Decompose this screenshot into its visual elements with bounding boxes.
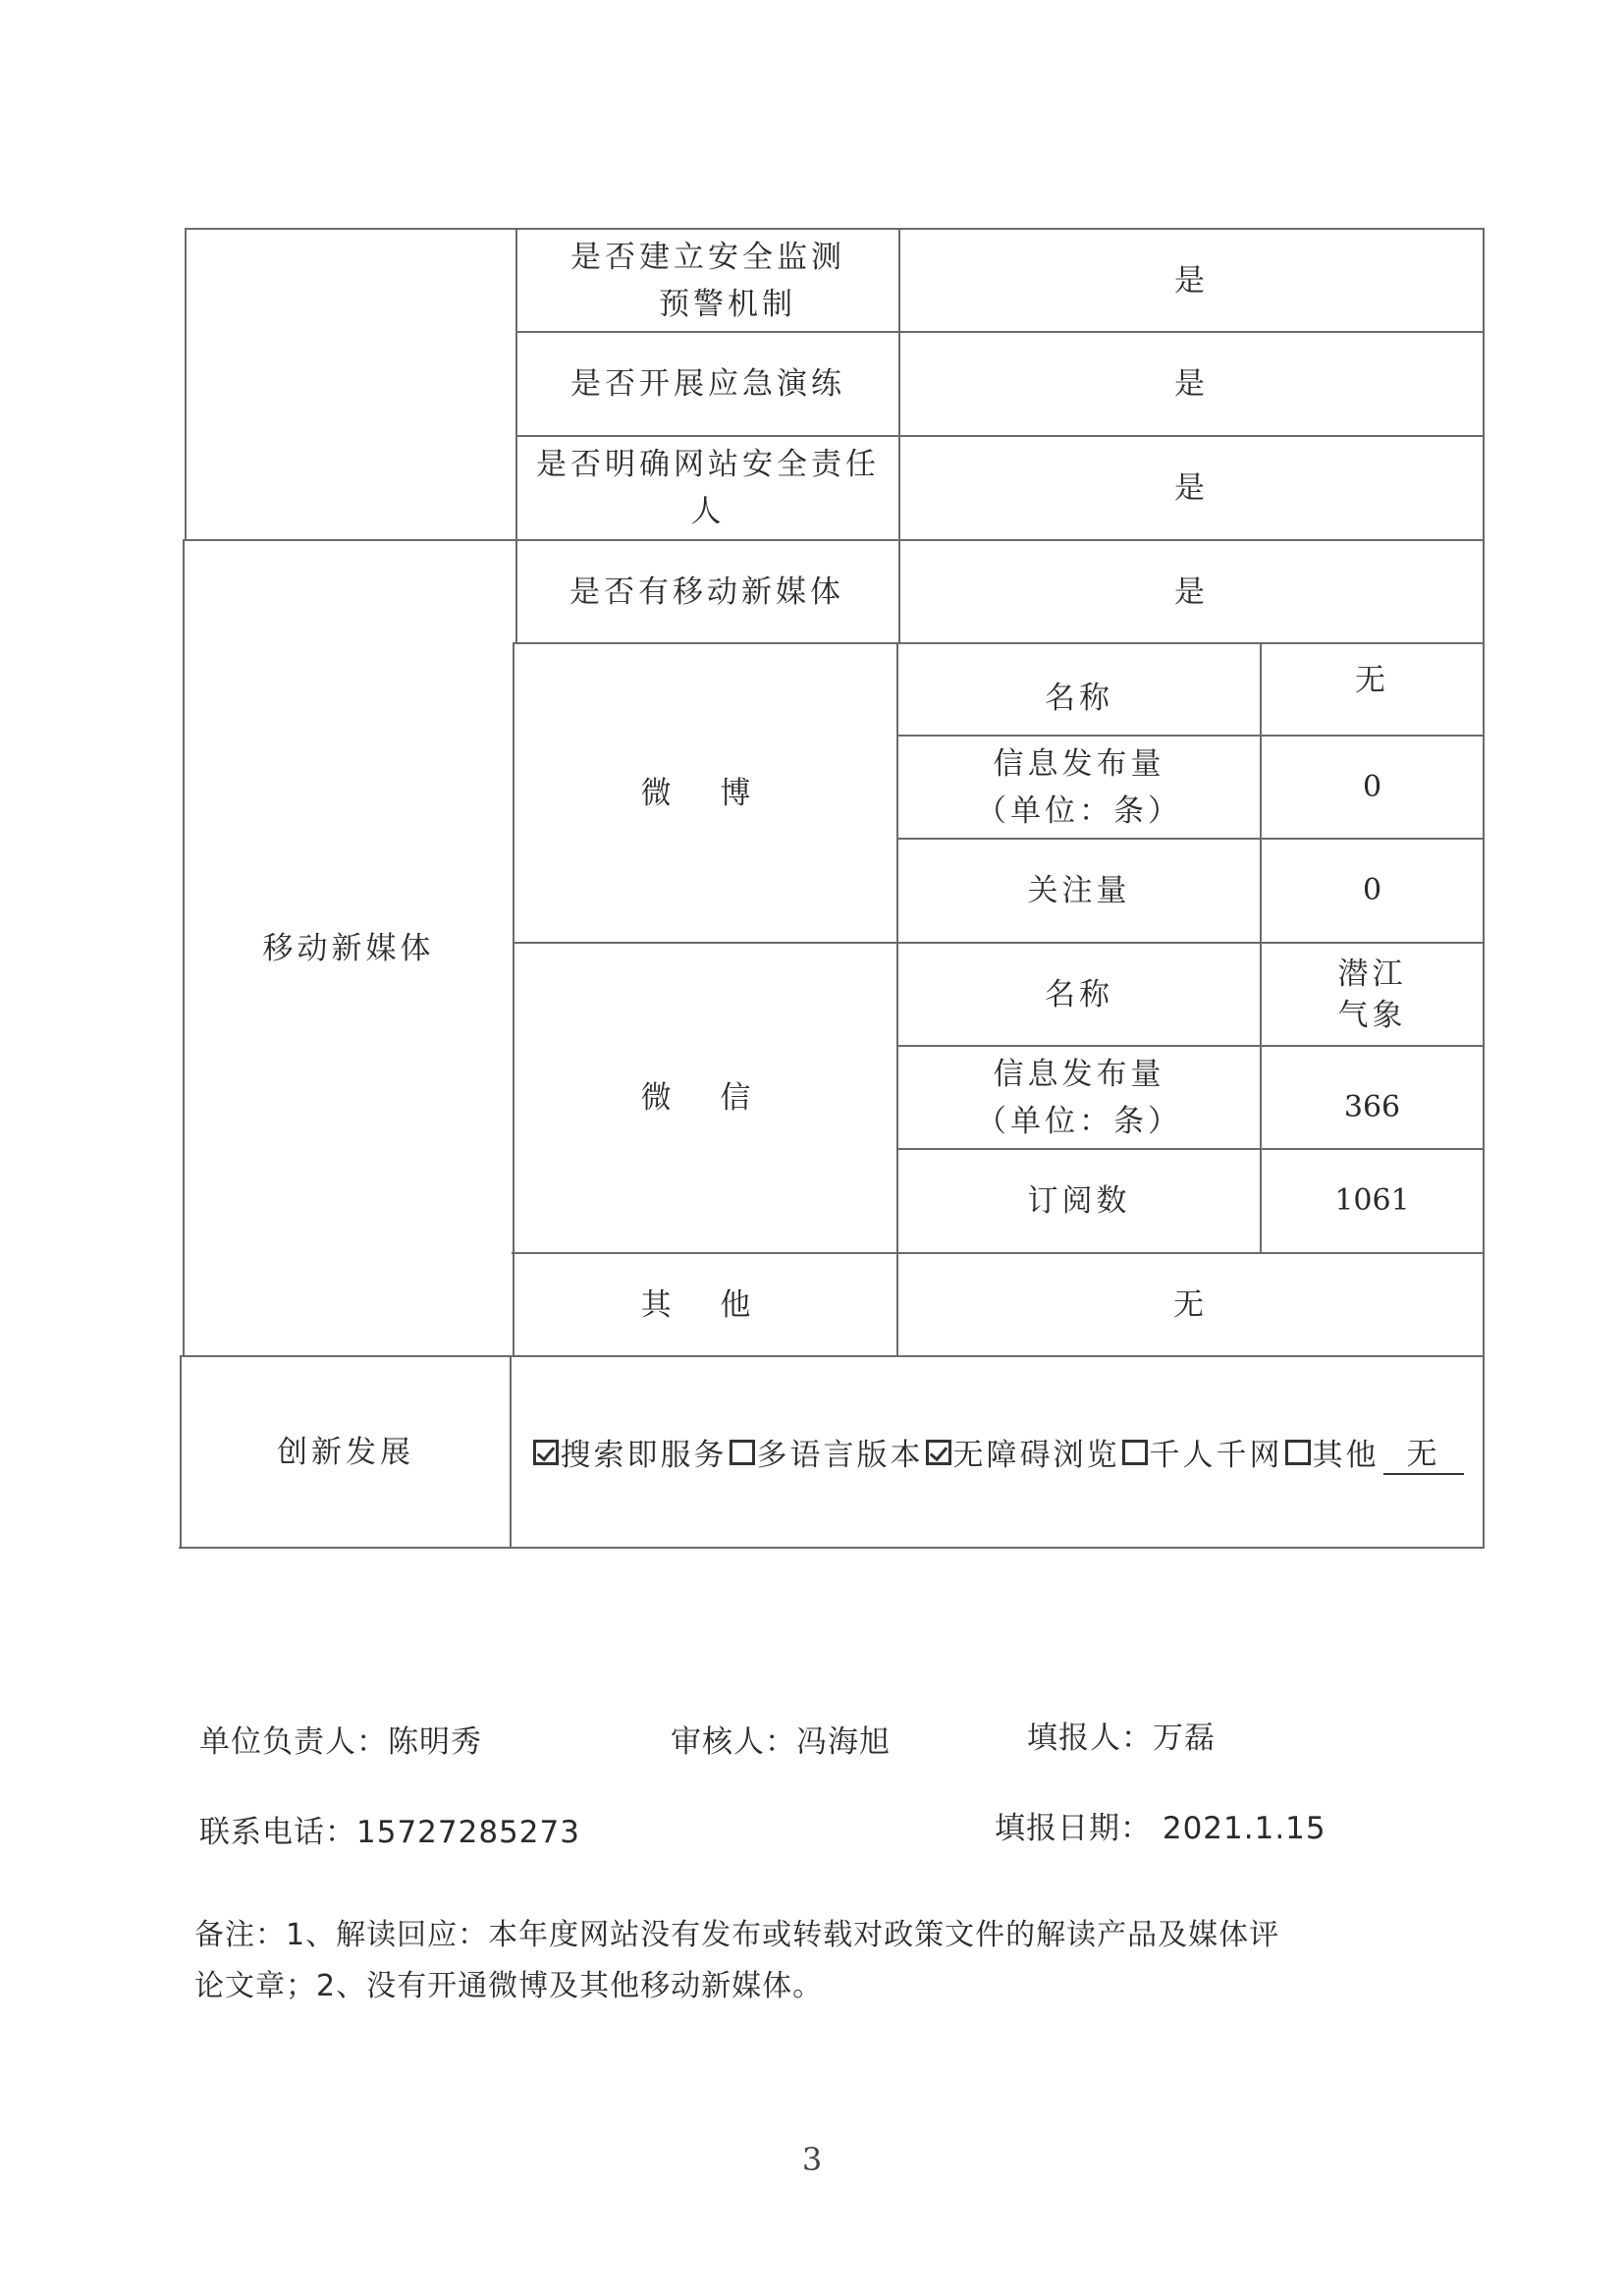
weibo-followers-label: 关注量 (1027, 873, 1131, 908)
emergency-drill-label: 是否开展应急演练 (570, 366, 845, 402)
option-other-checkbox[interactable] (1285, 1440, 1311, 1465)
weibo-posts-label: 信息发布量 （单位：条） (976, 745, 1182, 829)
weibo-name-value: 无 (1355, 663, 1389, 698)
wechat-name-value: 潜江 气象 (1337, 956, 1407, 1033)
option-accessibility-label: 无障碍浏览 (952, 1438, 1120, 1473)
wechat-subscribers-label: 订阅数 (1027, 1183, 1131, 1219)
has-mobile-label: 是否有移动新媒体 (569, 574, 844, 610)
remarks-line-1: 备注：1、解读回应：本年度网站没有发布或转载对政策文件的解读产品及媒体评 (194, 1918, 1280, 1952)
option-accessibility-checkbox[interactable] (926, 1440, 951, 1465)
filler: 填报人：万磊 (1027, 1721, 1216, 1756)
wechat-subscribers-value: 1061 (1334, 1183, 1410, 1218)
option-multilingual-checkbox[interactable] (730, 1440, 755, 1465)
option-search-service-checkbox[interactable] (533, 1440, 559, 1465)
page-number: 3 (801, 2141, 823, 2178)
option-other-label: 其他 (1312, 1438, 1380, 1473)
innovation-options (512, 1357, 1483, 1547)
option-personalized-checkbox[interactable] (1122, 1440, 1148, 1465)
weibo-label: 微 博 (640, 775, 771, 811)
wechat-label: 微 信 (640, 1080, 771, 1116)
other-media-value: 无 (1173, 1286, 1208, 1323)
emergency-drill-value: 是 (1174, 366, 1209, 402)
weibo-followers-value: 0 (1362, 873, 1382, 907)
option-other-value: 无 (1383, 1429, 1464, 1475)
unit-head: 单位负责人：陈明秀 (199, 1724, 482, 1760)
table-border-right (1483, 228, 1485, 1549)
option-multilingual-label: 多语言版本 (756, 1438, 924, 1473)
wechat-posts-label: 信息发布量 （单位：条） (976, 1056, 1182, 1139)
remarks (194, 1910, 1392, 2012)
wechat-name-label: 名称 (1045, 976, 1113, 1012)
option-search-service-label: 搜索即服务 (560, 1438, 728, 1473)
innovation-section-label: 创新发展 (277, 1434, 414, 1470)
has-mobile-value: 是 (1174, 574, 1209, 610)
option-personalized-label: 千人千网 (1149, 1438, 1283, 1473)
remarks-line-2: 论文章；2、没有开通微博及其他移动新媒体。 (194, 1969, 824, 2003)
contact-phone: 联系电话：15727285273 (199, 1815, 580, 1850)
security-owner-value: 是 (1174, 470, 1209, 506)
security-monitoring-value: 是 (1174, 262, 1209, 299)
table-border-bottom (179, 1547, 1485, 1549)
mobile-section-label: 移动新媒体 (262, 930, 435, 966)
fill-date: 填报日期： 2021.1.15 (995, 1811, 1326, 1846)
weibo-name-label: 名称 (1045, 681, 1113, 716)
security-owner-label: 是否明确网站安全责任 人 (536, 447, 880, 529)
other-media-label: 其 他 (640, 1286, 771, 1323)
security-monitoring-label: 是否建立安全监测 预警机制 (570, 239, 845, 322)
weibo-posts-value: 0 (1362, 769, 1382, 804)
reviewer: 审核人：冯海旭 (671, 1724, 891, 1760)
wechat-posts-value: 366 (1343, 1089, 1401, 1124)
table-border-left (185, 228, 187, 539)
